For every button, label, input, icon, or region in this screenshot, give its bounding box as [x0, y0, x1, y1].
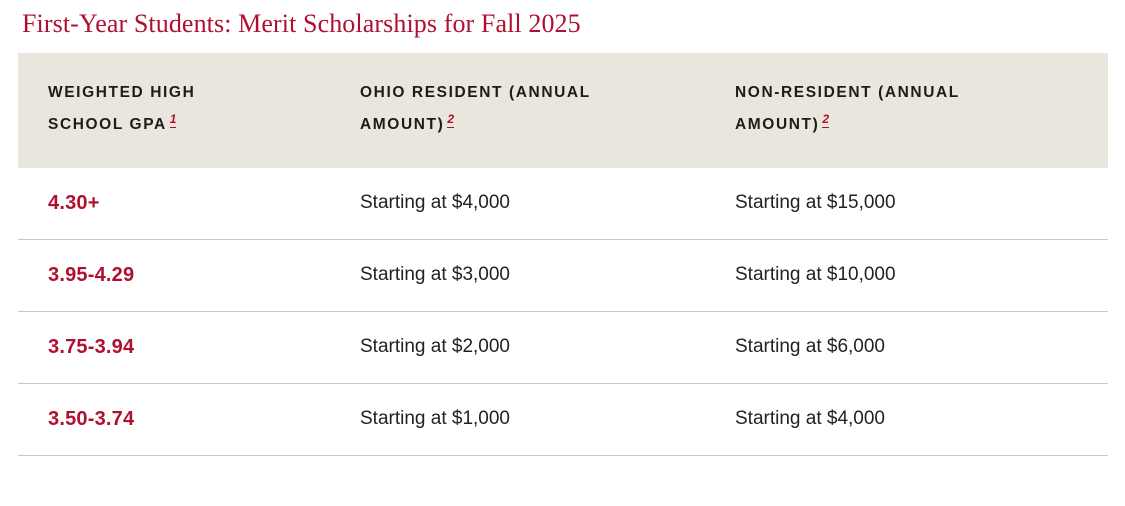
column-header-nonresident-line1: NON-RESIDENT (ANNUAL	[735, 84, 960, 102]
column-header-gpa	[18, 53, 338, 168]
cell-ohio-amount: Starting at $4,000	[338, 168, 713, 240]
cell-gpa: 3.50-3.74	[18, 383, 338, 455]
footnote-marker-2[interactable]: 2	[447, 111, 455, 126]
table-row	[18, 239, 1108, 311]
footnote-marker-1[interactable]: 1	[169, 111, 177, 126]
cell-nonresident-amount: Starting at $4,000	[713, 383, 1108, 455]
table-header	[18, 53, 1108, 168]
scholarship-page	[0, 8, 1125, 506]
cell-ohio-amount: Starting at $2,000	[338, 311, 713, 383]
column-header-non-resident	[713, 53, 1108, 168]
cell-ohio-amount: Starting at $1,000	[338, 383, 713, 455]
table-row	[18, 383, 1108, 455]
cell-nonresident-amount: Starting at $15,000	[713, 168, 1108, 240]
cell-ohio-amount: Starting at $3,000	[338, 239, 713, 311]
cell-gpa: 4.30+	[18, 168, 338, 240]
column-header-ohio-line1: OHIO RESIDENT (ANNUAL	[360, 84, 591, 102]
cell-nonresident-amount: Starting at $10,000	[713, 239, 1108, 311]
footnote-marker-3[interactable]: 2	[822, 111, 830, 126]
table-header-row	[18, 53, 1108, 168]
table-row	[18, 168, 1108, 240]
cell-gpa: 3.95-4.29	[18, 239, 338, 311]
column-header-ohio-resident	[338, 53, 713, 168]
column-header-gpa-line2: SCHOOL GPA	[48, 116, 167, 134]
column-header-gpa-line1: WEIGHTED HIGH	[48, 84, 196, 102]
page-title: First-Year Students: Merit Scholarships for Fall 2025	[22, 9, 581, 38]
cell-gpa: 3.75-3.94	[18, 311, 338, 383]
merit-scholarship-table	[18, 53, 1108, 456]
table-row	[18, 311, 1108, 383]
column-header-nonresident-line2: AMOUNT)	[735, 116, 820, 134]
cell-nonresident-amount: Starting at $6,000	[713, 311, 1108, 383]
column-header-ohio-line2: AMOUNT)	[360, 116, 445, 134]
table-body	[18, 168, 1108, 456]
